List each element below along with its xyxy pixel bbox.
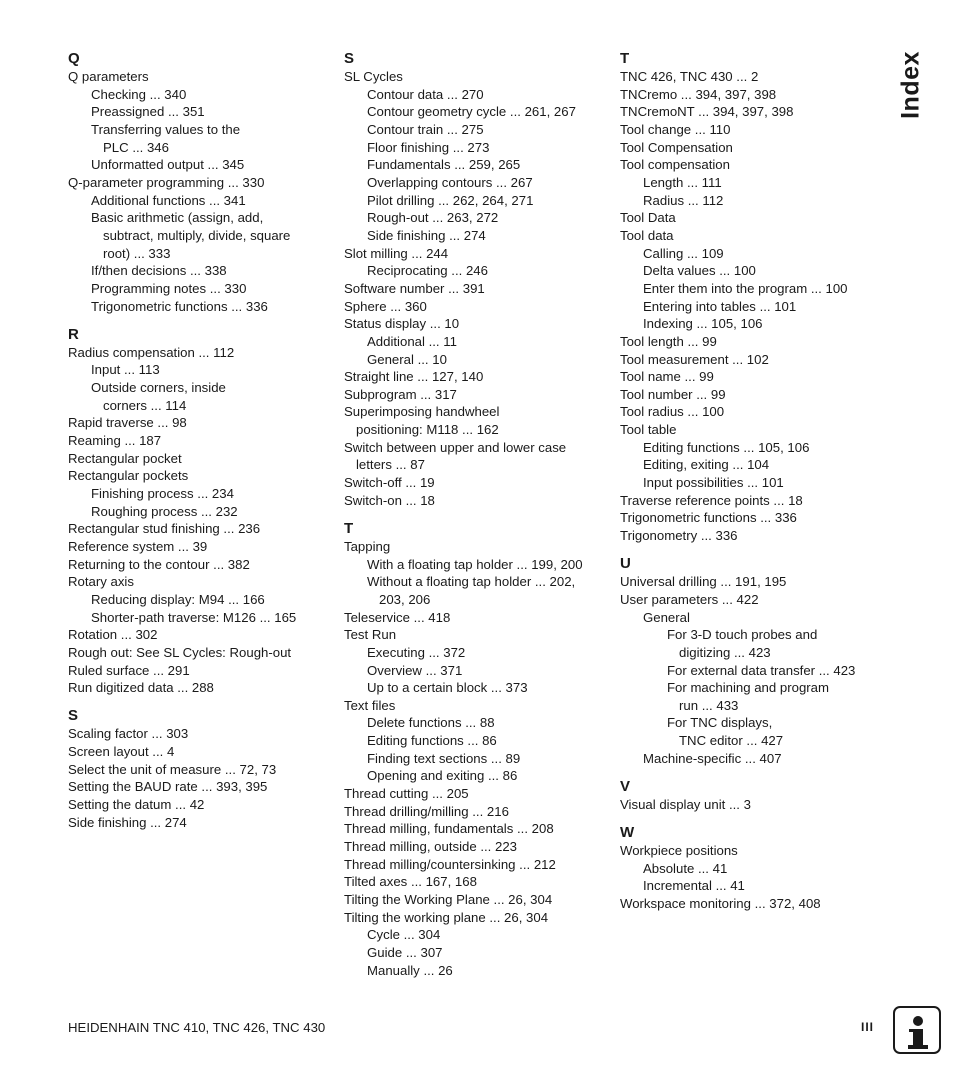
index-subentry: Contour data ... 270 <box>367 86 484 102</box>
index-entry: TNC 426, TNC 430 ... 2 <box>620 69 759 84</box>
index-subentry: TNC editor ... 427 <box>679 733 784 749</box>
index-subentry: If/then decisions ... 338 <box>91 263 227 279</box>
index-subentry: Finding text sections ... 89 <box>367 750 521 766</box>
index-entry: Rotation ... 302 <box>68 627 158 643</box>
index-subentry: For machining and program <box>667 680 829 696</box>
index-entry: Rectangular pockets <box>68 468 189 484</box>
index-section <box>620 554 882 767</box>
index-subentry: Editing, exiting ... 104 <box>643 457 770 473</box>
index-entry: Sphere ... 360 <box>344 298 427 314</box>
index-entry: Thread milling, fundamentals ... 208 <box>344 821 554 837</box>
section-letter: V <box>620 777 631 795</box>
index-subentry: Preassigned ... 351 <box>91 104 205 120</box>
index-subentry: Manually ... 26 <box>367 962 453 978</box>
index-entry: Reaming ... 187 <box>68 432 162 448</box>
index-entry: Rectangular pocket <box>68 450 182 466</box>
index-subentry: Transferring values to the <box>91 121 241 137</box>
index-entry: Tilting the Working Plane ... 26, 304 <box>344 892 553 908</box>
index-subentry: Indexing ... 105, 106 <box>643 316 763 332</box>
index-entry: Select the unit of measure ... 72, 73 <box>68 761 277 777</box>
index-entry: Universal drilling ... 191, 195 <box>620 574 787 590</box>
index-column-1 <box>68 49 330 841</box>
index-subentry: Calling ... 109 <box>643 245 724 261</box>
index-subentry: Editing functions ... 105, 106 <box>643 439 810 455</box>
page-number: III <box>861 1020 875 1034</box>
index-entry: Thread drilling/milling ... 216 <box>344 803 509 819</box>
index-entry: Screen layout ... 4 <box>68 743 175 759</box>
section-letter: S <box>68 707 79 725</box>
index-entry: Traverse reference points ... 18 <box>620 492 803 508</box>
index-subentry: Outside corners, inside <box>91 380 226 395</box>
index-subentry: run ... 433 <box>679 697 739 713</box>
index-entry: Switch between upper and lower case <box>344 439 567 455</box>
index-subentry: Side finishing ... 274 <box>367 227 486 243</box>
index-entry: Rotary axis <box>68 574 134 590</box>
index-subentry: PLC ... 346 <box>103 139 169 155</box>
index-subentry: Absolute ... 41 <box>643 860 728 876</box>
index-entry: Text files <box>344 697 396 713</box>
section-letter: Q <box>68 50 80 67</box>
index-subentry: General <box>643 609 690 625</box>
index-section <box>620 49 882 545</box>
index-subentry: Contour train ... 275 <box>367 121 484 137</box>
index-entry: Tool data <box>620 227 674 243</box>
index-entry: Workpiece positions <box>620 843 738 859</box>
index-section <box>620 777 882 814</box>
index-subentry: Checking ... 340 <box>91 86 187 102</box>
index-subentry: Opening and exiting ... 86 <box>367 768 518 784</box>
index-subentry: For external data transfer ... 423 <box>667 662 856 678</box>
index-entry: Test Run <box>344 627 397 643</box>
index-column-2 <box>344 49 606 989</box>
index-subentry: Delta values ... 100 <box>643 263 756 279</box>
index-entry: Thread cutting ... 205 <box>344 786 469 802</box>
index-entry: Teleservice ... 418 <box>344 609 451 625</box>
index-subentry: Floor finishing ... 273 <box>367 139 490 155</box>
index-subentry: Unformatted output ... 345 <box>91 157 245 173</box>
section-letter: T <box>344 519 354 537</box>
index-entry: Returning to the contour ... 382 <box>68 556 250 572</box>
index-subentry: Shorter-path traverse: M126 ... 165 <box>91 609 297 625</box>
index-subentry: Length ... 111 <box>643 174 722 190</box>
index-entry: Switch-on ... 18 <box>344 492 435 508</box>
index-entry: Tool number ... 99 <box>620 386 726 402</box>
index-entry: Tool radius ... 100 <box>620 404 725 420</box>
index-section <box>620 823 882 913</box>
index-section <box>68 706 330 831</box>
index-subentry: For 3-D touch probes and <box>667 627 818 643</box>
index-entry: SL Cycles <box>344 69 403 84</box>
index-entry: Rapid traverse ... 98 <box>68 415 187 431</box>
index-subentry: Trigonometric functions ... 336 <box>91 298 268 314</box>
index-entry: TNCremoNT ... 394, 397, 398 <box>620 104 794 120</box>
info-icon <box>893 1006 941 1054</box>
index-subentry: subtract, multiply, divide, square <box>103 227 291 243</box>
index-subentry: Machine-specific ... 407 <box>643 750 782 766</box>
index-subentry: root) ... 333 <box>103 245 171 261</box>
index-entry: Ruled surface ... 291 <box>68 662 190 678</box>
index-subentry: Pilot drilling ... 262, 264, 271 <box>367 192 534 208</box>
index-subentry: Enter them into the program ... 100 <box>643 280 848 296</box>
index-subentry: For TNC displays, <box>667 715 773 731</box>
index-subentry: letters ... 87 <box>356 457 425 473</box>
index-section <box>68 325 330 697</box>
index-subentry: Programming notes ... 330 <box>91 280 247 296</box>
index-entry: Tool table <box>620 422 677 438</box>
index-subentry: Cycle ... 304 <box>367 927 441 943</box>
index-entry: Tool change ... 110 <box>620 121 731 137</box>
index-entry: Q parameters <box>68 69 149 84</box>
index-subentry: Overview ... 371 <box>367 662 463 678</box>
index-entry: Tilting the working plane ... 26, 304 <box>344 909 549 925</box>
index-subentry: Basic arithmetic (assign, add, <box>91 210 264 226</box>
index-entry: Thread milling/countersinking ... 212 <box>344 856 556 872</box>
index-entry: Tool compensation <box>620 157 730 173</box>
index-subentry: Radius ... 112 <box>643 192 724 208</box>
index-entry: Setting the BAUD rate ... 393, 395 <box>68 779 268 795</box>
index-entry: Trigonometric functions ... 336 <box>620 510 797 526</box>
index-entry: Radius compensation ... 112 <box>68 344 235 360</box>
index-entry: Tool Data <box>620 210 676 226</box>
index-entry: Q-parameter programming ... 330 <box>68 174 265 190</box>
section-letter: T <box>620 50 630 67</box>
index-entry: Tool Compensation <box>620 139 733 155</box>
index-subentry: digitizing ... 423 <box>679 644 771 660</box>
index-subentry: Rough-out ... 263, 272 <box>367 210 499 226</box>
index-subentry: Input ... 113 <box>91 362 160 378</box>
index-subentry: Executing ... 372 <box>367 644 466 660</box>
index-entry: Rough out: See SL Cycles: Rough-out <box>68 644 292 660</box>
index-entry: Status display ... 10 <box>344 316 460 332</box>
index-subentry: Delete functions ... 88 <box>367 715 495 731</box>
section-letter: S <box>344 50 355 67</box>
index-subentry: Without a floating tap holder ... 202, <box>367 574 576 590</box>
index-subentry: Up to a certain block ... 373 <box>367 680 528 696</box>
index-side-title <box>892 49 930 121</box>
index-subentry: General ... 10 <box>367 351 447 367</box>
index-entry: Tilted axes ... 167, 168 <box>344 874 477 890</box>
index-entry: Workspace monitoring ... 372, 408 <box>620 896 821 912</box>
index-entry: Scaling factor ... 303 <box>68 726 189 742</box>
index-section <box>344 519 606 979</box>
index-entry: Side finishing ... 274 <box>68 814 187 830</box>
index-subentry: Fundamentals ... 259, 265 <box>367 157 521 173</box>
index-title-text: Index <box>896 51 925 119</box>
index-entry: Setting the datum ... 42 <box>68 796 205 812</box>
index-subentry: Reducing display: M94 ... 166 <box>91 591 265 607</box>
index-subentry: Guide ... 307 <box>367 945 443 960</box>
index-subentry: Entering into tables ... 101 <box>643 298 797 314</box>
index-subentry: Input possibilities ... 101 <box>643 475 784 491</box>
index-entry: Tool measurement ... 102 <box>620 351 769 367</box>
index-section <box>344 49 606 509</box>
index-subentry: positioning: M118 ... 162 <box>356 422 499 438</box>
index-subentry: 203, 206 <box>379 591 431 607</box>
index-entry: Run digitized data ... 288 <box>68 680 214 696</box>
index-entry: Tapping <box>344 538 391 554</box>
index-entry: Reference system ... 39 <box>68 538 208 554</box>
index-subentry: Finishing process ... 234 <box>91 485 234 501</box>
index-entry: Subprogram ... 317 <box>344 386 457 402</box>
index-entry: Visual display unit ... 3 <box>620 796 751 812</box>
index-entry: TNCremo ... 394, 397, 398 <box>620 86 777 102</box>
section-letter: R <box>68 325 79 343</box>
index-subentry: Reciprocating ... 246 <box>367 263 488 279</box>
section-letter: U <box>620 555 631 573</box>
index-subentry: Additional ... 11 <box>367 333 457 349</box>
index-section <box>68 49 330 315</box>
index-column-3 <box>620 49 882 922</box>
index-subentry: With a floating tap holder ... 199, 200 <box>367 556 583 572</box>
index-subentry: Editing functions ... 86 <box>367 733 497 749</box>
index-subentry: Contour geometry cycle ... 261, 267 <box>367 104 576 120</box>
index-entry: Rectangular stud finishing ... 236 <box>68 521 261 537</box>
index-entry: Tool name ... 99 <box>620 369 714 385</box>
index-subentry: Overlapping contours ... 267 <box>367 174 533 190</box>
index-entry: Tool length ... 99 <box>620 333 717 349</box>
index-subentry: corners ... 114 <box>103 397 187 413</box>
index-entry: Superimposing handwheel <box>344 404 500 420</box>
index-entry: Straight line ... 127, 140 <box>344 369 484 385</box>
index-entry: Thread milling, outside ... 223 <box>344 839 517 855</box>
index-subentry: Incremental ... 41 <box>643 878 745 894</box>
index-entry: Slot milling ... 244 <box>344 245 449 261</box>
index-entry: User parameters ... 422 <box>620 591 759 607</box>
index-subentry: Roughing process ... 232 <box>91 503 238 519</box>
index-entry: Switch-off ... 19 <box>344 475 435 491</box>
section-letter: W <box>620 824 635 842</box>
index-entry: Software number ... 391 <box>344 280 485 296</box>
index-entry: Trigonometry ... 336 <box>620 528 738 544</box>
index-subentry: Additional functions ... 341 <box>91 192 246 208</box>
footer-manual-title: HEIDENHAIN TNC 410, TNC 426, TNC 430 <box>68 1020 326 1035</box>
